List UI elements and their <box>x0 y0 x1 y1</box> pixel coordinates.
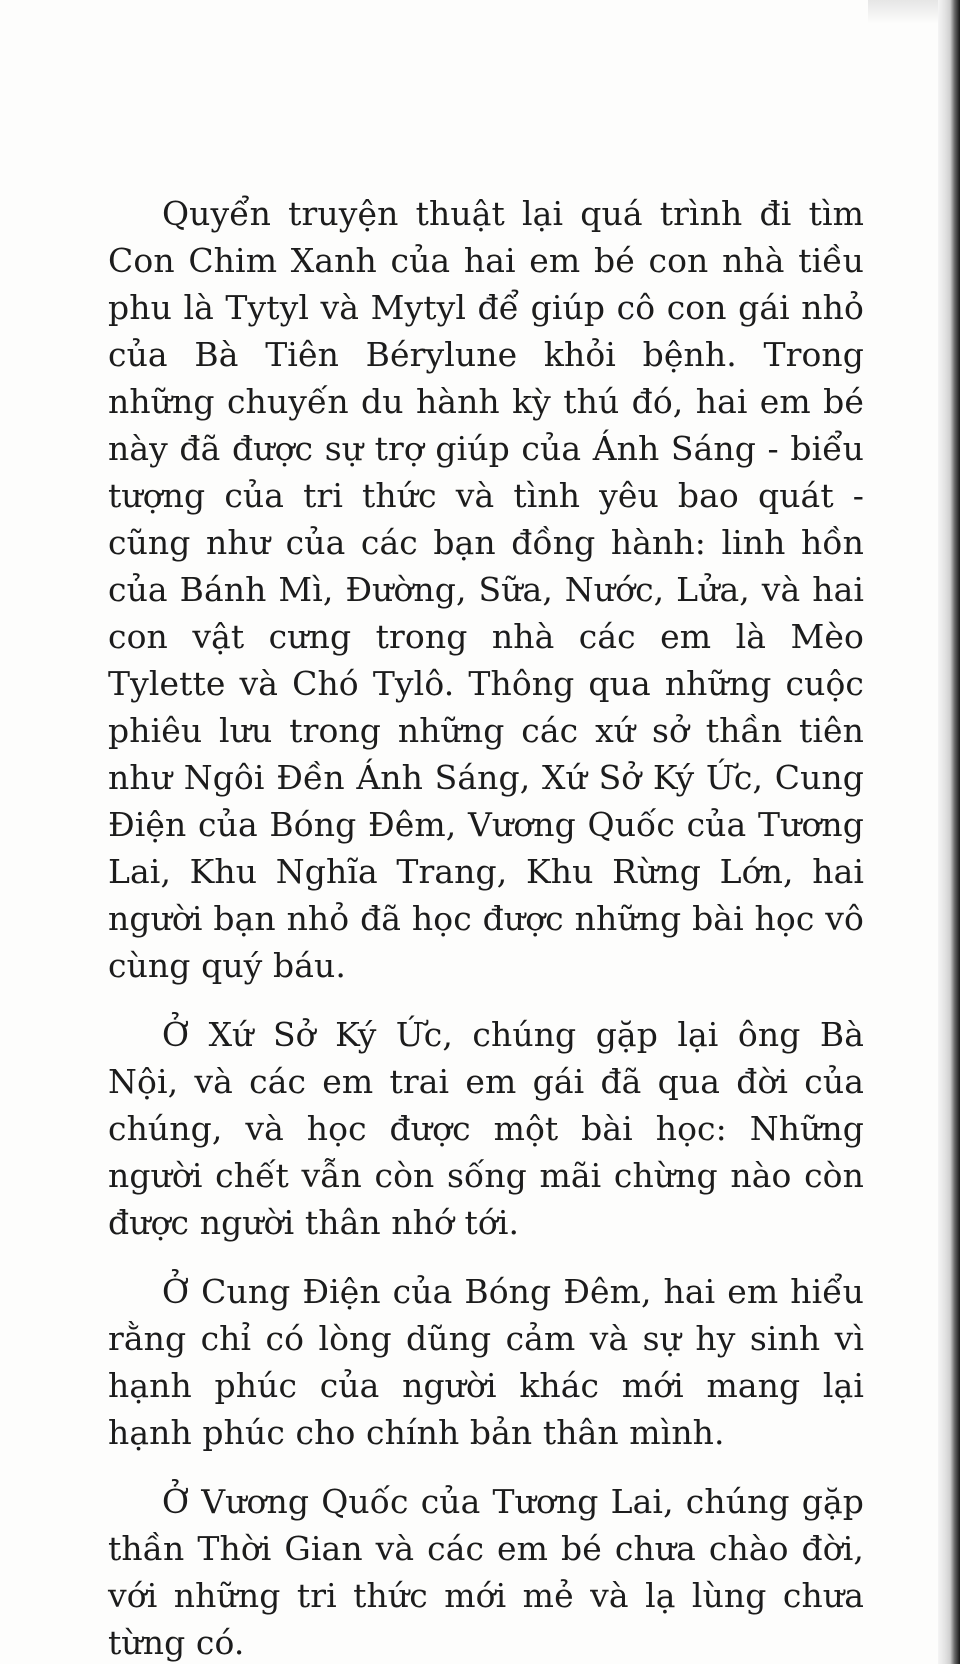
body-text <box>108 190 864 1664</box>
page-corner-shadow <box>868 0 938 24</box>
book-binding-edge <box>938 0 960 1664</box>
paragraph-palace-of-night: Ở Cung Điện của Bóng Đêm, hai em hiểu rằng chỉ có lòng dũng cảm và sự hy sinh vì hạnh phúc của người khác mới mang lại hạnh phúc cho chính bản thân mình. <box>108 1272 864 1452</box>
paragraph-land-of-memory: Ở Xứ Sở Ký Ức, chúng gặp lại ông Bà Nội, và các em trai em gái đã qua đời của chúng, và học được một bài học: Những người chết vẫn còn sống mãi chừng nào còn được người thân nhớ tới. <box>108 1015 864 1242</box>
paragraph-kingdom-of-future: Ở Vương Quốc của Tương Lai, chúng gặp thần Thời Gian và các em bé chưa chào đời, với những tri thức mới mẻ và lạ lùng chưa từng có. <box>108 1482 864 1662</box>
paragraph-story-summary: Quyển truyện thuật lại quá trình đi tìm Con Chim Xanh của hai em bé con nhà tiều phu là Tytyl và Mytyl để giúp cô con gái nhỏ của Bà Tiên Bérylune khỏi bệnh. Trong những chuyến du hành kỳ thú đó, hai em bé này đã được sự trợ giúp của Ánh Sáng - biểu tượng của tri thức và tình yêu bao quát - cũng như của các bạn đồng hành: linh hồn của Bánh Mì, Đường, Sữa, Nước, Lửa, và hai con vật cưng trong nhà các em là Mèo Tylette và Chó Tylô. Thông qua những cuộc phiêu lưu trong những các xứ sở thần tiên như Ngôi Đền Ánh Sáng, Xứ Sở Ký Ức, Cung Điện của Bóng Đêm, Vương Quốc của Tương Lai, Khu Nghĩa Trang, Khu Rừng Lớn, hai người bạn nhỏ đã học được những bài học vô cùng quý báu. <box>108 194 864 985</box>
